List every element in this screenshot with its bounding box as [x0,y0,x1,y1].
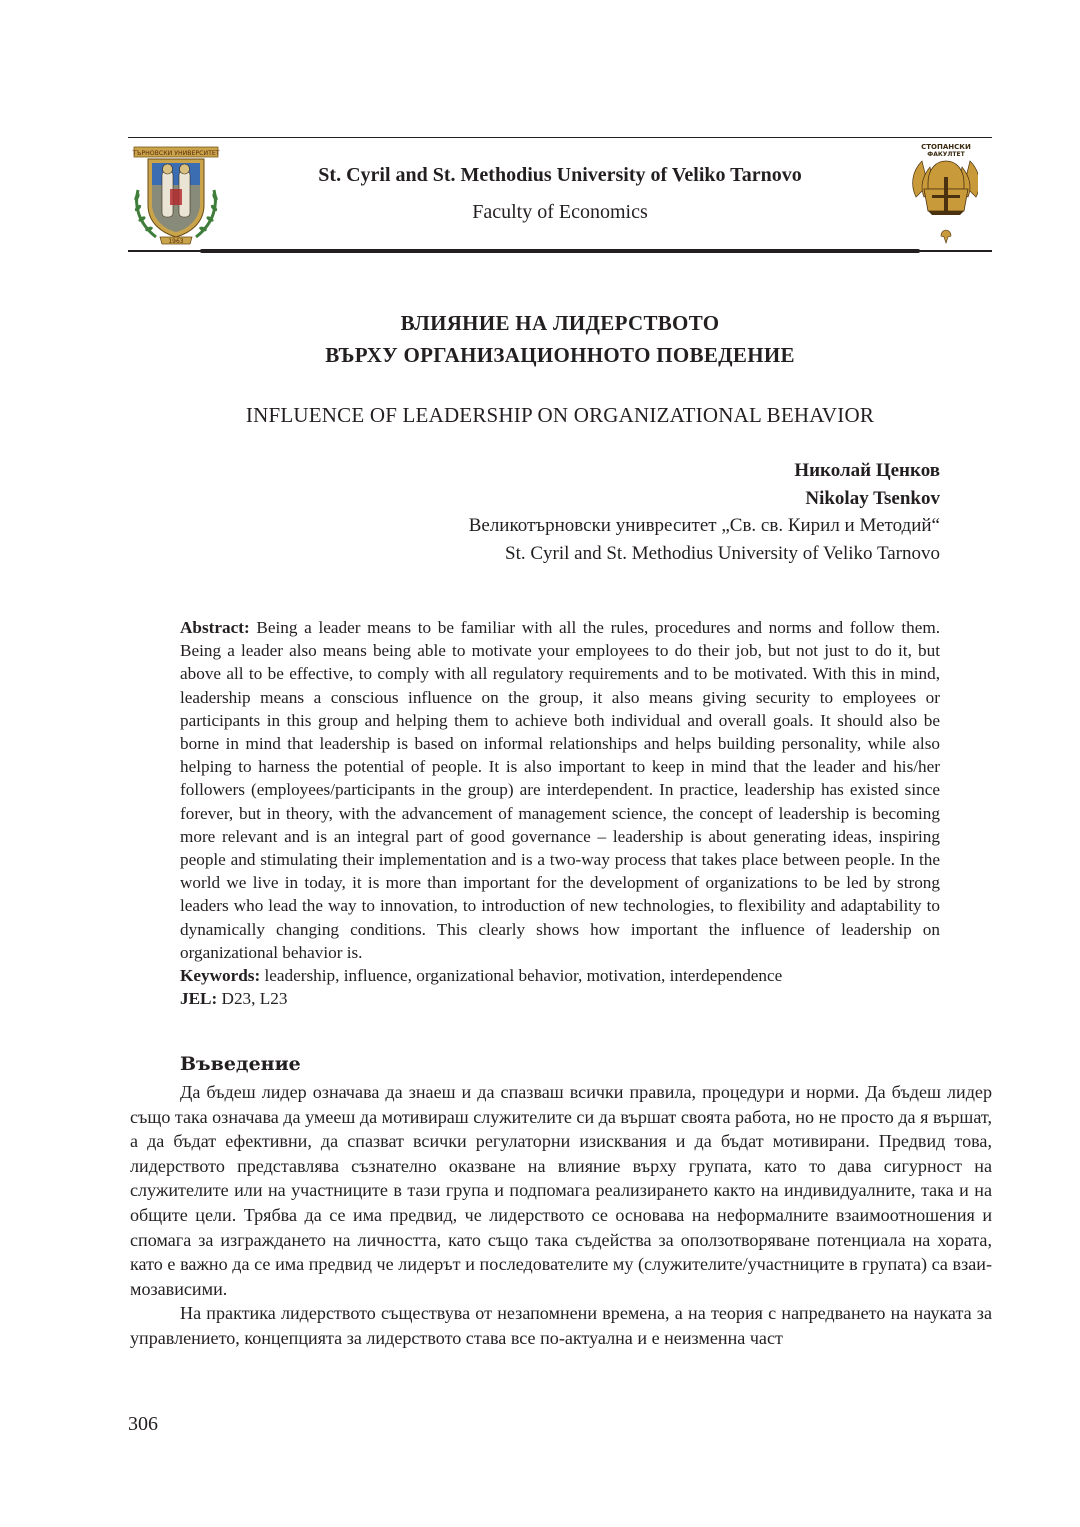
author-affiliation-bg: Великотърновски унивреситет „Св. св. Кирил и Методий“ [468,515,940,536]
jel-label: JEL: [180,989,218,1009]
title-bg-line-1: ВЛИЯНИЕ НА ЛИДЕРСТВОТО [400,311,720,335]
faculty-crest-text-2: ФАКУЛТЕТ [927,151,965,158]
section-heading: Въведение [180,1053,301,1075]
author-affiliation-en: St. Cyril and St. Methodius University of Veliko Tarnovo [505,542,940,564]
faculty-crest-text-1: СТОПАНСКИ [921,143,971,151]
keywords-line [180,964,940,987]
author-block [469,457,940,567]
body-paragraph-1: Да бъдеш лидер означава да знаеш и да спазваш всички правила, процедури и норми. Да бъдеш лидер също така означава да умееш да мотивираш служителите си да вършат своята работа, но не просто да я вършат, а да бъдат ефективни, да спазват всички регулаторни изисквания и да бъдат мотивирани. Предвид това, лидерството представлява съзнателно оказване на влияние върху групата, като то дава сигурност на служителите или на участниците в тази група и подпомага реализирането както на индивидуалните, така и на общите цели. Трябва да се има предвид, че лидерството се основава на неформалните взаимоотношения и спомага за изграждането на личността, като също така съдейства за оползотворяване потенциала на хората, като е важно да се има предвид че лидерът и последователите му (служителите/участниците в групата) са взаимозависими. [130,1082,992,1299]
abstract-label: Abstract: [180,618,250,637]
crest-year: 1963 [168,237,184,245]
university-name: St. Cyril and St. Methodius University of Veliko Tarnovo [318,164,802,186]
keywords-label: Keywords: [180,966,261,986]
article-title-en: INFLUENCE OF LEADERSHIP ON ORGANIZATIONAL BEHAVIOR [245,403,875,427]
keywords-text: leadership, influence, organizational behavior, motivation, interdependence [264,966,783,986]
abstract-block [180,616,940,1010]
header-rule-accent [200,249,920,253]
university-crest-icon [130,145,222,245]
page-number: 306 [128,1413,158,1435]
faculty-name: Faculty of Economics [472,201,648,223]
body-paragraph-2: На практика лидерството съществува от незапомнени времена, а на теория с напредването на науката за управлението, концепцията за лидерството става все по-актуална и е неизменна част [130,1303,992,1348]
jel-line [180,987,940,1010]
body-text [130,1080,992,1351]
jel-codes: D23, L23 [221,989,288,1009]
author-name-en: Nikolay Tsenkov [805,487,940,509]
title-bg-line-2: ВЪРХУ ОРГАНИЗАЦИОННОТО ПОВЕДЕНИЕ [325,343,795,367]
abstract-text: Being a leader means to be familiar with all the rules, procedures and norms and follow them. Being a leader also means being able to motivate your employees to do their job, but not just to do it, but above all to be effective, to comply with all regulatory requirements and to be motivated. With this in mind, leadership means a conscious influence on the group, it also means giving security to employees or participants in this group and helping them to achieve both individual and overall goals. It should also be borne in mind that leadership is based on informal relationships and helps building personality, while also helping to harness the potential of people. It is also important to keep in mind that the leader and his/her followers (employees/participants in the group) are interdependent. In practice, leadership has existed since forever, but in theory, with the advancement of management science, the concept of leadership is becoming more relevant and is an integral part of good governance – leadership is about generating ideas, inspiring people and stimulating their implementation and is a two-way process that takes place between people. In the world we live in today, it is more than important for the development of organizations to be led by strong leaders who lead the way to innovation, to introduction of new technologies, to flexibility and adaptability to dynamically changing conditions. This clearly shows how important the influence of leadership on organizational behavior is. [180,618,941,962]
faculty-crest-icon [908,141,978,247]
crest-banner-text: ТЪРНОВСКИ УНИВЕРСИТЕТ [132,149,220,157]
abstract-paragraph [180,616,940,964]
article-title-bg [128,307,992,371]
author-name-bg: Николай Ценков [794,460,940,481]
header-rule-top [128,137,992,138]
